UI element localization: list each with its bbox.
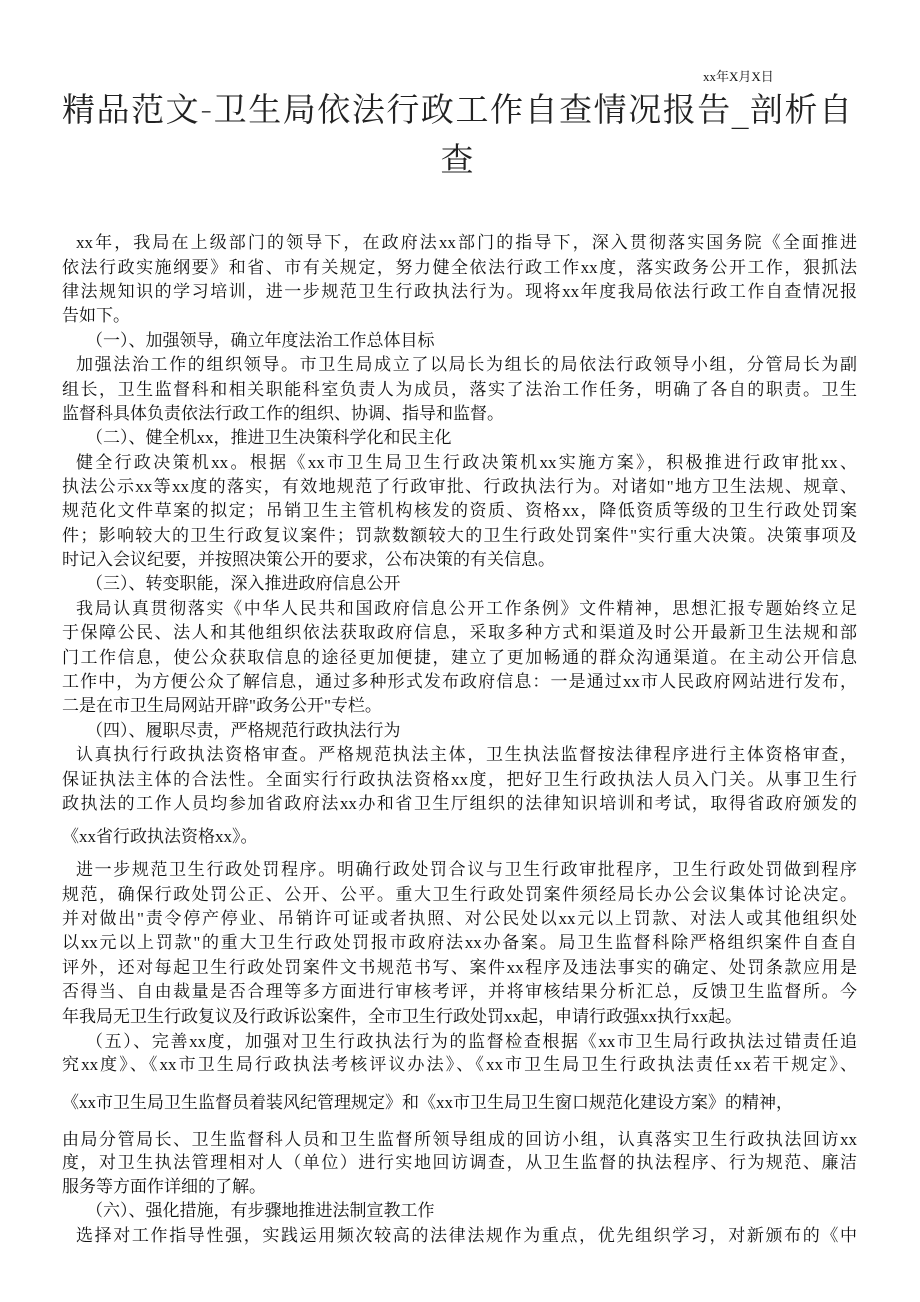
body-line: 并对做出"责令停产停业、吊销许可证或者执照、对公民处以xx元以上罚款、对法人或其他组织处 [62,909,857,928]
document-title-line-2: 查 [440,140,474,179]
section-heading: （五）、完善xx度，加强对卫生行政执法行为的监督检查根据《xx市卫生局行政执法过错责任追 [86,1032,857,1051]
body-line: 进一步规范卫生行政处罚程序。明确行政处罚合议与卫生行政审批程序，卫生行政处罚做到程序 [76,860,857,879]
section-heading: （六）、强化措施，有步骤地推进法制宣教工作 [86,1201,435,1220]
body-line: 我局认真贯彻落实《中华人民共和国政府信息公开工作条例》文件精神，思想汇报专题始终立足 [76,599,857,618]
body-line: 《xx省行政执法资格xx》。 [62,827,258,846]
body-line: 究xx度》、《xx市卫生局行政执法考核评议办法》、《xx市卫生局卫生行政执法责任xx若干规定》、 [62,1055,857,1074]
body-line: 评外，还对每起卫生行政处罚案件文书规范书写、案件xx程序及违法事实的确定、处罚条款应用是 [62,958,857,977]
document-title-line-1: 精品范文-卫生局依法行政工作自查情况报告_剖析自 [62,90,852,129]
body-line: 服务等方面作详细的了解。 [62,1177,266,1196]
body-line: xx年，我局在上级部门的领导下，在政府法xx部门的指导下，深入贯彻落实国务院《全面推进 [76,233,857,252]
body-line: 时记入会议纪要，并按照决策公开的要求，公布决策的有关信息。 [62,550,555,569]
body-line: 二是在市卫生局网站开辟"政务公开"专栏。 [62,696,382,715]
body-line: 律法规知识的学习培训，进一步规范卫生行政执法行为。现将xx年度我局依法行政工作自查情况报 [62,282,857,301]
body-line: 年我局无卫生行政复议及行政诉讼案件，全市卫生行政处罚xx起，申请行政强xx执行xx起。 [62,1007,742,1026]
body-line: 加强法治工作的组织领导。市卫生局成立了以局长为组长的局依法行政领导小组，分管局长为副 [76,355,857,374]
body-line: 《xx市卫生局卫生监督员着装风纪管理规定》和《xx市卫生局卫生窗口规范化建设方案》的精神， [62,1093,793,1112]
body-line: 健全行政决策机xx。根据《xx市卫生局卫生行政决策机xx实施方案》，积极推进行政审批xx、 [76,453,857,472]
body-line: 度，对卫生执法管理相对人（单位）进行实地回访调查，从卫生监督的执法程序、行为规范、廉洁 [62,1153,857,1172]
section-heading: （二）、健全机xx，推进卫生决策科学化和民主化 [86,428,452,447]
body-line: 规范，确保行政处罚公正、公开、公平。重大卫生行政处罚案件须经局长办公会议集体讨论决定。 [62,885,857,904]
body-line: 认真执行行政执法资格审查。严格规范执法主体，卫生执法监督按法律程序进行主体资格审查， [76,745,857,764]
section-heading: （三）、转变职能，深入推进政府信息公开 [86,574,401,593]
body-line: 政执法的工作人员均参加省政府法xx办和省卫生厅组织的法律知识培训和考试，取得省政府颁发的 [62,794,857,813]
body-line: 监督科具体负责依法行政工作的组织、协调、指导和监督。 [62,404,504,423]
section-heading: （四）、履职尽责，严格规范行政执法行为 [86,721,401,740]
body-line: 由局分管局长、卫生监督科人员和卫生监督所领导组成的回访小组，认真落实卫生行政执法回访xx [62,1130,857,1149]
body-line: 否得当、自由裁量是否合理等多方面进行审核考评，并将审核结果分析汇总，反馈卫生监督所。今 [62,982,857,1001]
body-line: 组长，卫生监督科和相关职能科室负责人为成员，落实了法治工作任务，明确了各自的职责。卫生 [62,380,857,399]
body-line: 依法行政实施纲要》和省、市有关规定，努力健全依法行政工作xx度，落实政务公开工作，狠抓法 [62,258,857,277]
body-line: 件；影响较大的卫生行政复议案件；罚款数额较大的卫生行政处罚案件"实行重大决策。决策事项及 [62,526,857,545]
document-date: xx年X月X日 [703,69,774,84]
body-line: 执法公示xx等xx度的落实，有效地规范了行政审批、行政执法行为。对诸如"地方卫生法规、规章、 [62,477,857,496]
body-line: 工作中，为方便公众了解信息，通过多种形式发布政府信息：一是通过xx市人民政府网站进行发布， [62,672,857,691]
body-line: 保证执法主体的合法性。全面实行行政执法资格xx度，把好卫生行政执法人员入门关。从事卫生行 [62,770,857,789]
body-line: 告如下。 [62,306,130,325]
body-line: 规范化文件草案的拟定；吊销卫生主管机构核发的资质、资格xx，降低资质等级的卫生行政处罚案 [62,501,857,520]
body-line: 选择对工作指导性强，实践运用频次较高的法律法规作为重点，优先组织学习，对新颁布的《中 [76,1226,857,1245]
body-line: 门工作信息，使公众获取信息的途径更加便捷，建立了更加畅通的群众沟通渠道。在主动公开信息 [62,648,857,667]
section-heading: （一）、加强领导，确立年度法治工作总体目标 [86,331,435,350]
body-line: 于保障公民、法人和其他组织依法获取政府信息，采取多种方式和渠道及时公开最新卫生法规和部 [62,623,857,642]
body-line: 以xx元以上罚款"的重大卫生行政处罚报市政府法xx办备案。局卫生监督科除严格组织案件自查自 [62,933,857,952]
